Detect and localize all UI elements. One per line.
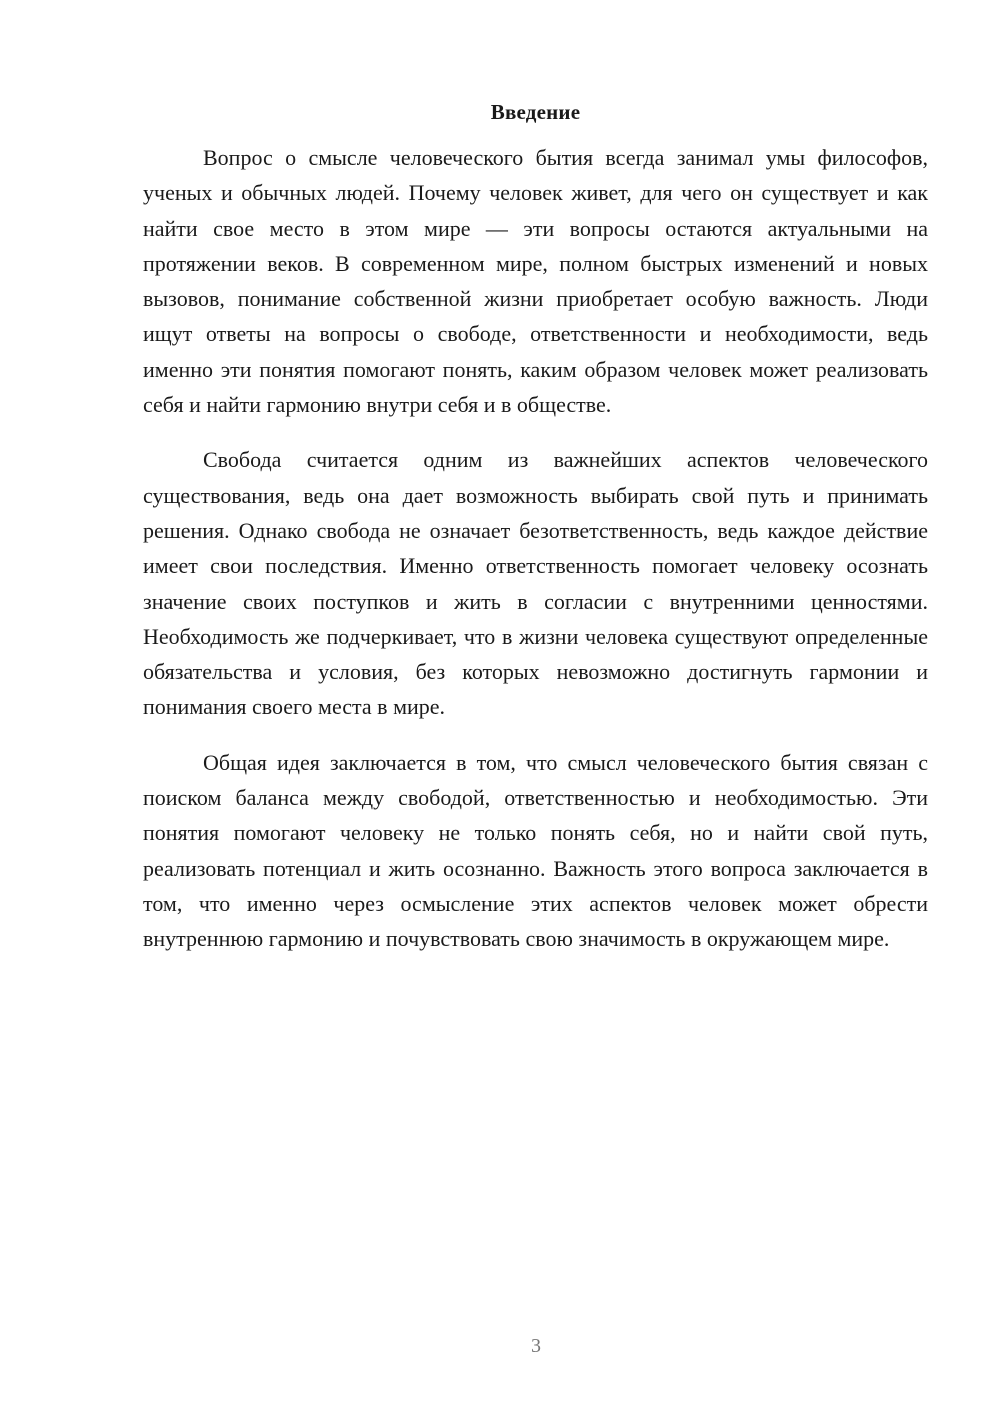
- paragraph-1: Вопрос о смысле человеческого бытия всегда занимал умы философов, ученых и обычных людей. Почему человек живет, для чего он существует и как найти свое место в этом мире — эти вопросы остаются актуальными на протяжении веков. В современном мире, полном быстрых изменений и новых вызовов, понимание собственной жизни приобретает особую важность. Люди ищут ответы на вопросы о свободе, ответственности и необходимости, ведь именно эти понятия помогают понять, каким образом человек может реализовать себя и найти гармонию внутри себя и в обществе.: [143, 145, 928, 418]
- paragraph-3: Общая идея заключается в том, что смысл человеческого бытия связан с поиском баланса между свободой, ответственностью и необходимостью. Эти понятия помогают человеку не только понять себя, но и найти свой путь, реализовать потенциал и жить осознанно. Важность этого вопроса заключается в том, что именно через осмысление этих аспектов человек может обрести внутреннюю гармонию и почувствовать свою значимость в окружающем мире.: [143, 749, 928, 952]
- page-content: [143, 96, 928, 977]
- paragraph-2: Свобода считается одним из важнейших аспектов человеческого существования, ведь она дает возможность выбирать свой путь и принимать решения. Однако свобода не означает безответственность, ведь каждое действие имеет свои последствия. Именно ответственность помогает человеку осознать значение своих поступков и жить в согласии с внутренними ценностями. Необходимость же подчеркивает, что в жизни человека существуют определенные обязательства и условия, без которых невозможно достигнуть гармонии и понимания своего места в мире.: [143, 447, 928, 720]
- section-heading: Введение: [490, 100, 581, 124]
- page-number: 3: [531, 1335, 541, 1357]
